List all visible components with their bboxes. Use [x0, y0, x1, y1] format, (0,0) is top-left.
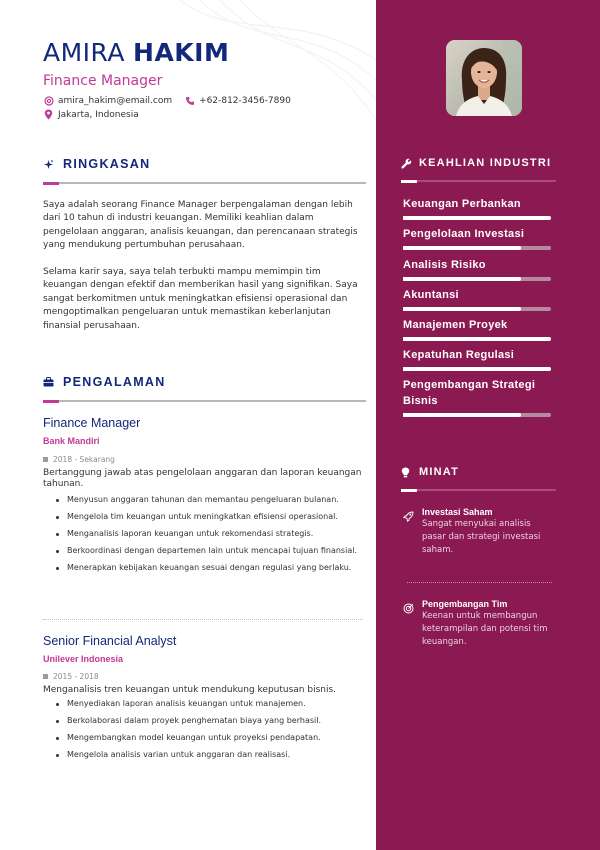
skill-item	[403, 196, 551, 220]
phone-icon	[184, 95, 195, 106]
skill-bar-track	[403, 307, 551, 311]
experience-heading: PENGALAMAN	[63, 375, 166, 389]
skill-bar-fill	[403, 413, 521, 417]
interest-item	[403, 598, 553, 649]
heading-accent	[401, 180, 417, 183]
skill-bar-fill	[403, 307, 521, 311]
candidate-name	[43, 38, 229, 68]
job-dates-2: 2015 - 2018	[43, 672, 99, 681]
skill-label: Pengembangan Strategi Bisnis	[403, 379, 536, 407]
location-text: Jakarta, Indonesia	[58, 109, 139, 120]
skill-bar-track	[403, 277, 551, 281]
skill-item	[403, 347, 551, 371]
job-title: Finance Manager	[43, 73, 163, 89]
sidebar	[376, 0, 600, 850]
at-icon	[43, 95, 54, 106]
summary-paragraph-2: Selama karir saya, saya telah terbukti mampu memimpin tim keuangan dengan efektif dan memberikan hasil yang signifikan. Saya sangat berkomitmen untuk meningkatkan efisiensi operasional dan mengoptimalkan pengeluaran untuk memastikan keberlanjutan finansial perusahaan.	[43, 267, 358, 331]
interest-description: Keenan untuk membangun keterampilan dan potensi tim keuangan.	[422, 611, 548, 647]
experience-separator	[43, 619, 363, 620]
skill-label: Kepatuhan Regulasi	[403, 349, 515, 361]
sparkle-icon	[43, 158, 55, 170]
list-item: Mengelola tim keuangan untuk meningkatkan efisiensi operasional.	[54, 512, 364, 522]
list-item: Menganalisis laporan keuangan untuk rekomendasi strategis.	[54, 529, 364, 539]
experience-section-header	[43, 375, 366, 402]
interest-name: Investasi Saham	[422, 507, 493, 517]
list-item: Menyediakan laporan analisis keuangan untuk manajemen.	[54, 699, 364, 709]
heading-accent	[401, 489, 417, 492]
skill-label: Pengelolaan Investasi	[403, 228, 525, 240]
skill-bar-track	[403, 246, 551, 250]
briefcase-icon	[43, 376, 55, 388]
skills-section-header	[401, 157, 556, 182]
skill-label: Manajemen Proyek	[403, 319, 508, 331]
list-item: Berkoordinasi dengan departemen lain untuk mencapai tujuan finansial.	[54, 546, 364, 556]
job-description-2: Menganalisis tren keuangan untuk mendukung keputusan bisnis.	[43, 685, 337, 695]
interest-item	[403, 506, 553, 557]
summary-section-header	[43, 157, 366, 184]
list-item: Menerapkan kebijakan keuangan sesuai dengan regulasi yang berlaku.	[54, 563, 364, 573]
skill-label: Keuangan Perbankan	[403, 198, 521, 210]
job-bullets-2	[54, 699, 364, 760]
interest-name: Pengembangan Tim	[422, 599, 508, 609]
list-item: Menyusun anggaran tahunan dan memantau pengeluaran bulanan.	[54, 495, 364, 505]
job-bullets-1	[54, 495, 364, 573]
summary-heading: RINGKASAN	[63, 157, 151, 171]
job-company-2: Unilever Indonesia	[43, 654, 124, 664]
skill-bar-fill	[403, 337, 551, 341]
interests-heading: MINAT	[419, 466, 460, 478]
skill-item	[403, 377, 551, 417]
job-description-1: Bertanggung jawab atas pengelolaan anggaran dan laporan keuangan tahunan.	[43, 468, 362, 489]
skill-item	[403, 287, 551, 311]
skill-item	[403, 257, 551, 281]
interests-section-header	[401, 466, 556, 491]
contact-row	[43, 95, 291, 106]
phone-text[interactable]: +62-812-3456-7890	[199, 95, 291, 106]
map-pin-icon	[43, 109, 54, 120]
job-title-2: Senior Financial Analyst	[43, 634, 177, 648]
list-item: Mengelola analisis varian untuk anggaran dan realisasi.	[54, 750, 364, 760]
skill-bar-fill	[403, 246, 521, 250]
wrench-icon	[401, 158, 412, 169]
calendar-icon	[43, 457, 48, 462]
last-name: HAKIM	[133, 38, 230, 67]
interest-separator	[407, 582, 552, 583]
job-company-1: Bank Mandiri	[43, 436, 100, 446]
rocket-icon	[403, 507, 414, 518]
target-icon	[403, 599, 414, 610]
skill-bar-track	[403, 337, 551, 341]
list-item: Mengembangkan model keuangan untuk proyeksi pendapatan.	[54, 733, 364, 743]
list-item: Berkolaborasi dalam proyek penghematan biaya yang berhasil.	[54, 716, 364, 726]
location-row	[43, 109, 139, 120]
job-dates-1: 2018 - Sekarang	[43, 455, 115, 464]
heading-accent	[43, 400, 59, 403]
job-title-1: Finance Manager	[43, 416, 141, 430]
lightbulb-icon	[401, 467, 412, 478]
skill-label: Analisis Risiko	[403, 259, 486, 271]
skills-heading: KEAHLIAN INDUSTRI	[419, 157, 552, 169]
profile-photo	[446, 40, 522, 116]
skill-bar-fill	[403, 216, 551, 220]
skill-bar-track	[403, 413, 551, 417]
first-name: AMIRA	[43, 38, 126, 67]
skill-bar-fill	[403, 367, 551, 371]
heading-accent	[43, 182, 59, 185]
summary-paragraph-1: Saya adalah seorang Finance Manager berpengalaman dengan lebih dari 10 tahun di industri keuangan. Memiliki keahlian dalam pengelolaan anggaran, analisis keuangan, dan perencanaan strategis yang mendukung pertumbuhan perusahaan.	[43, 200, 358, 251]
skill-item	[403, 226, 551, 250]
skill-bar-track	[403, 216, 551, 220]
skill-item	[403, 317, 551, 341]
skill-bar-track	[403, 367, 551, 371]
interest-description: Sangat menyukai analisis pasar dan strategi investasi saham.	[422, 519, 541, 555]
skill-bar-fill	[403, 277, 521, 281]
email-text[interactable]: amira_hakim@email.com	[58, 95, 173, 106]
skill-label: Akuntansi	[403, 289, 459, 301]
calendar-icon	[43, 674, 48, 679]
